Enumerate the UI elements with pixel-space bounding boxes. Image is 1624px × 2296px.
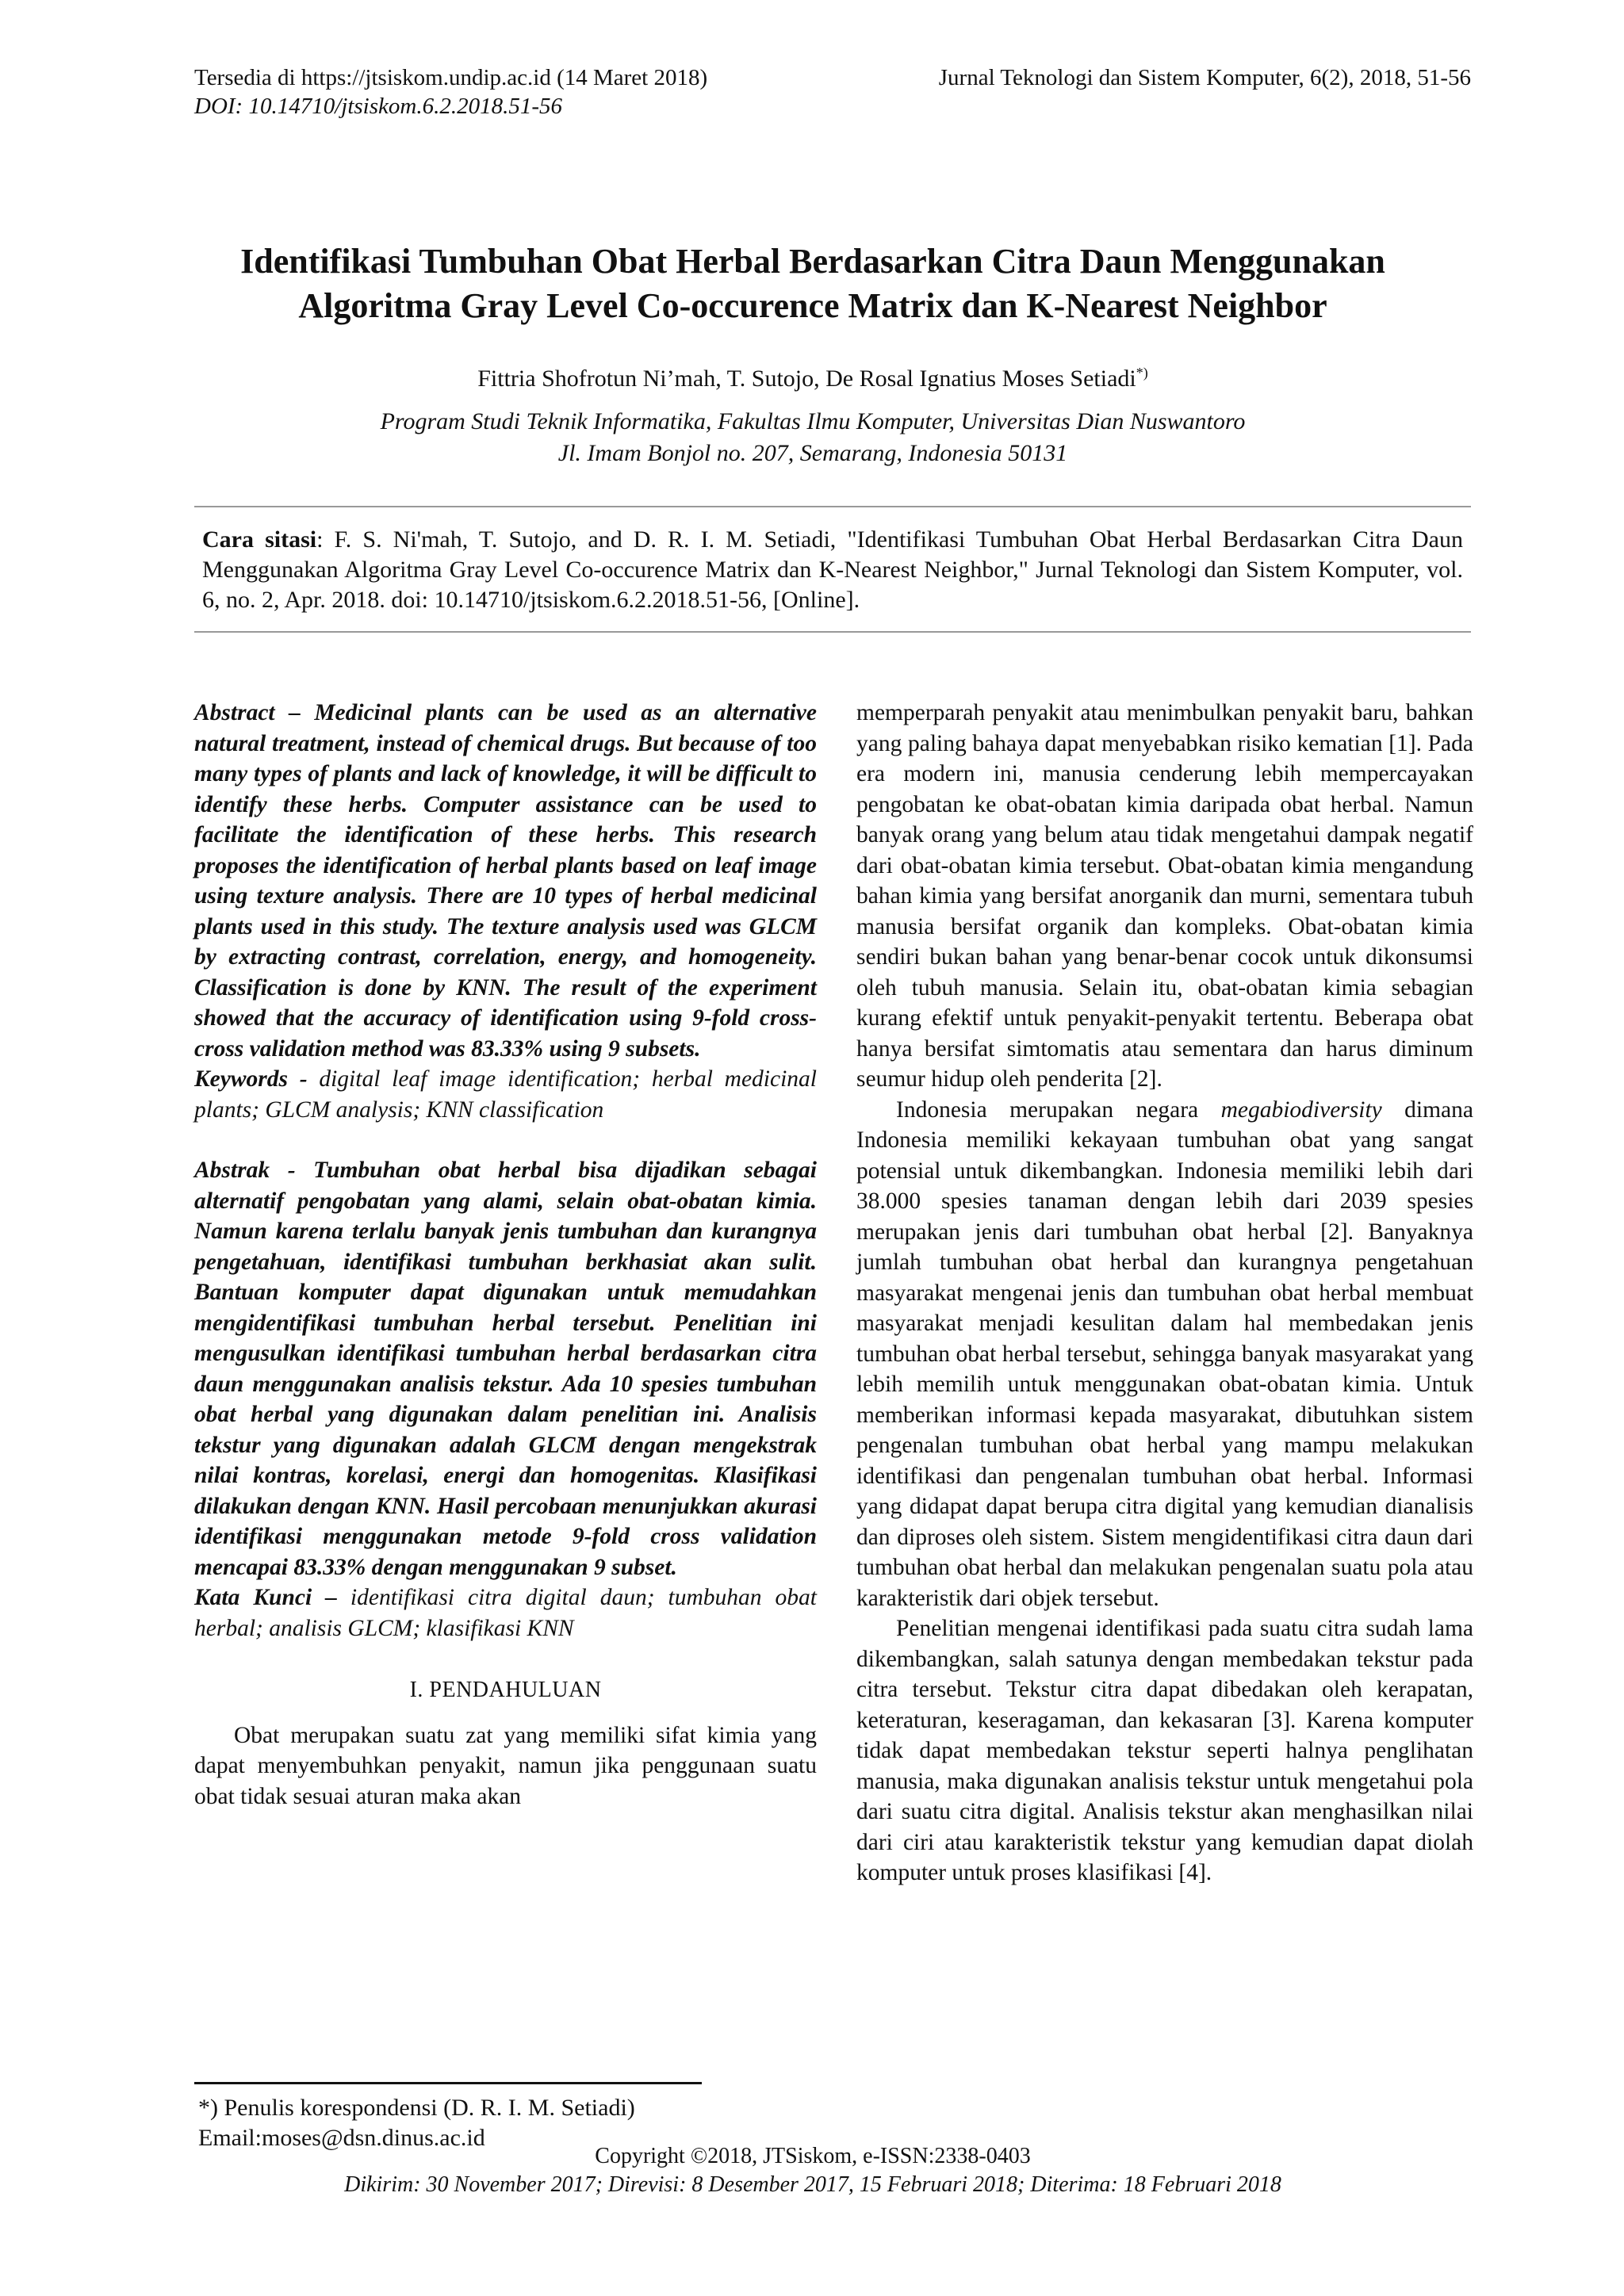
section-number: I. [409, 1678, 430, 1702]
author-names: Fittria Shofrotun Ni’mah, T. Sutojo, De Rosal Ignatius Moses Setiadi [477, 365, 1136, 392]
citation-rule-bottom [194, 631, 1471, 633]
affiliation-line-1: Program Studi Teknik Informatika, Fakultas Ilmu Komputer, Universitas Dian Nuswantoro [380, 408, 1246, 434]
citation-block [202, 525, 1463, 615]
paper-title [159, 239, 1467, 328]
kata-kunci-label: Kata Kunci – [194, 1585, 337, 1610]
affiliation [159, 406, 1467, 469]
availability-line: Tersedia di https://jtsiskom.undip.ac.id (14 Maret 2018) [194, 65, 708, 90]
citation-label: Cara sitasi [202, 526, 317, 553]
keywords-text: digital leaf image identification; herbal medicinal plants; GLCM analysis; KNN classification [194, 1066, 817, 1123]
citation-rule-top [194, 506, 1471, 507]
doi-line: DOI: 10.14710/jtsiskom.6.2.2018.51-56 [194, 94, 562, 119]
body-text: Indonesia merupakan negara [896, 1096, 1221, 1123]
emphasis-term: megabiodiversity [1220, 1096, 1382, 1123]
title-line-1: Identifikasi Tumbuhan Obat Herbal Berdasarkan Citra Daun Menggunakan [240, 242, 1385, 281]
section-title: PENDAHULUAN [429, 1678, 602, 1702]
footnote-email: Email:moses@dsn.dinus.ac.id [198, 2125, 485, 2151]
abstract-english: Abstract – Medicinal plants can be used as an alternative natural treatment, instead of chemical drugs. But because of too many types of plants and lack of knowledge, it will be difficult to identify these herbs. Computer assistance can be used to facilitate the identification of these herbs. This research proposes the identification of herbal plants based on leaf image using texture analysis. There are 10 types of herbal medicinal plants used in this study. The texture analysis used was GLCM by extracting contrast, correlation, energy, and homogeneity. Classification is done by KNN. The result of the experiment showed that the accuracy of identification using 9-fold cross-cross validation method was 83.33% using 9 subsets. [194, 700, 817, 1062]
body-paragraph: Obat merupakan suatu zat yang memiliki sifat kimia yang dapat menyembuhkan penyakit, namun jika penggunaan suatu obat tidak sesuai aturan maka akan [194, 1722, 817, 1809]
copyright-icon: © [690, 2144, 708, 2168]
footnote-corresponding: *) Penulis korespondensi (D. R. I. M. Setiadi) [198, 2095, 635, 2121]
keywords-indonesian [194, 1582, 817, 1644]
footnote-rule [194, 2082, 702, 2084]
copyright-line [159, 2142, 1467, 2171]
body-paragraph: Penelitian mengenai identifikasi pada suatu citra sudah lama dikembangkan, salah satunya dengan membedakan tekstur pada citra tersebut. Tekstur citra dapat dibedakan oleh kerapatan, keteraturan, keseragaman, dan kekasaran [3]. Karena komputer tidak dapat membedakan tekstur seperti halnya penglihatan manusia, maka digunakan analisis tekstur untuk mengetahui pola dari suatu citra digital. Analisis tekstur akan menghasilkan nilai dari ciri atau karakteristik tekstur yang kemudian dapat diolah komputer untuk proses klasifikasi [4]. [856, 1616, 1473, 1885]
affiliation-line-2: Jl. Imam Bonjol no. 207, Semarang, Indonesia 50131 [557, 440, 1068, 466]
copyright-text: 2018, JTSiskom, e-ISSN:2338-0403 [707, 2144, 1031, 2168]
spacer [194, 1125, 817, 1155]
author-list [159, 357, 1467, 395]
title-line-2: Algoritma Gray Level Co-occurence Matrix dan K-Nearest Neighbor [298, 286, 1327, 325]
copyright-text: Copyright [595, 2144, 691, 2168]
page-footer [159, 2142, 1467, 2199]
body-paragraph: memperparah penyakit atau menimbulkan penyakit baru, bahkan yang paling bahaya dapat menyebabkan risiko kematian [1]. Pada era modern ini, manusia cenderung lebih mempercayakan pengobatan ke obat-obatan kimia daripada obat herbal. Namun banyak orang yang belum atau tidak mengetahui dampak negatif dari obat-obatan kimia tersebut. Obat-obatan kimia mengandung bahan kimia yang bersifat anorganik dan murni, sementara tubuh manusia bersifat organik dan kompleks. Obat-obatan kimia sendiri bukan bahan yang benar-benar cocok untuk dikonsumsi oleh tubuh manusia. Selain itu, obat-obatan kimia sebagian kurang efektif untuk penyakit-penyakit tertentu. Beberapa obat hanya bersifat simtomatis atau sementara dan harus diminum seumur hidup oleh penderita [2]. [856, 700, 1473, 1092]
journal-info: Jurnal Teknologi dan Sistem Komputer, 6(2), 2018, 51-56 [938, 65, 1471, 90]
kata-kunci-text: identifikasi citra digital daun; tumbuhan obat herbal; analisis GLCM; klasifikasi KNN [194, 1585, 817, 1641]
left-column [194, 698, 817, 1812]
body-paragraph [856, 1095, 1473, 1614]
body-text: dimana Indonesia memiliki kekayaan tumbuhan obat yang sangat potensial untuk dikembangkan. Indonesia memiliki lebih dari 38.000 spesies tanaman dengan lebih dari 2039 spesies merupakan jenis dari tumbuhan obat herbal [2]. Banyaknya jumlah tumbuhan obat herbal dan kurangnya pengetahuan masyarakat mengenai jenis dan tumbuhan obat herbal membuat masyarakat menjadi kesulitan dalam hal membedakan jenis tumbuhan obat herbal tersebut, sehingga banyak masyarakat yang lebih memilih untuk menggunakan obat-obatan kimia. Untuk memberikan informasi kepada masyarakat, dibutuhkan sistem pengenalan tumbuhan obat herbal yang mampu melakukan identifikasi dan pengenalan tumbuhan obat herbal. Informasi yang didapat dapat berupa citra digital yang kemudian dianalisis dan diproses oleh sistem. Sistem mengidentifikasi citra daun dari tumbuhan obat herbal dan melakukan pengenalan suatu pola atau karakteristik dari objek tersebut. [856, 1096, 1473, 1611]
right-column [856, 698, 1473, 1888]
citation-text: : F. S. Ni'mah, T. Sutojo, and D. R. I. M. Setiadi, "Identifikasi Tumbuhan Obat Herbal Berdasarkan Citra Daun Menggunakan Algoritma Gray Level Co-occurence Matrix dan K-Nearest Neighbor," Jurnal Teknologi dan Sistem Komputer, vol. 6, no. 2, Apr. 2018. doi: 10.14710/jtsiskom.6.2.2018.51-56, [Online]. [202, 526, 1464, 613]
corresponding-mark: *) [1136, 365, 1148, 381]
abstract-indonesian: Abstrak - Tumbuhan obat herbal bisa dijadikan sebagai alternatif pengobatan yang alami, selain obat-obatan kimia. Namun karena terlalu banyak jenis tumbuhan dan kurangnya pengetahuan, identifikasi tumbuhan berkhasiat akan sulit. Bantuan komputer dapat digunakan untuk memudahkan mengidentifikasi tumbuhan herbal tersebut. Penelitian ini mengusulkan identifikasi tumbuhan herbal berdasarkan citra daun menggunakan analisis tekstur. Ada 10 spesies tumbuhan obat herbal yang digunakan dalam penelitian ini. Analisis tekstur yang digunakan adalah GLCM dengan mengekstrak nilai kontras, korelasi, energi dan homogenitas. Klasifikasi dilakukan dengan KNN. Hasil percobaan menunjukkan akurasi identifikasi menggunakan metode 9-fold cross validation mencapai 83.33% dengan menggunakan 9 subset. [194, 1158, 817, 1580]
submission-dates: Dikirim: 30 November 2017; Direvisi: 8 Desember 2017, 15 Februari 2018; Diterima: 18 Februari 2018 [344, 2172, 1281, 2197]
section-heading-1 [194, 1675, 817, 1706]
keywords-english [194, 1064, 817, 1125]
keywords-label: Keywords - [194, 1066, 308, 1092]
